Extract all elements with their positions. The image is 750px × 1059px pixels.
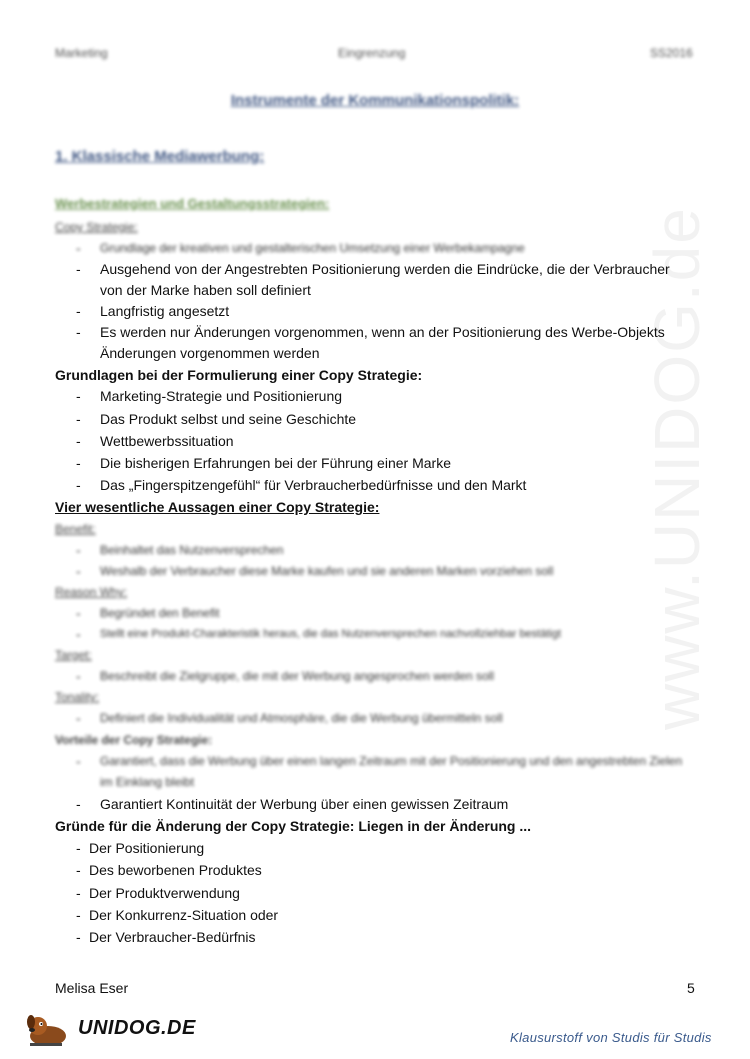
unidog-logo[interactable] <box>22 1014 196 1048</box>
section-heading: 1. Klassische Mediawerbung: <box>55 148 265 165</box>
dash: - <box>76 388 81 404</box>
list-item: Es werden nur Änderungen vorgenommen, wenn an der Positionierung des Werbe-Objekts Änderungen vorgenommen werden <box>100 324 665 361</box>
list-item: Grundlage der kreativen und gestalterischen Umsetzung einer Werbekampagne <box>100 241 525 255</box>
dash: - <box>76 433 81 449</box>
list-item: Der Konkurrenz-Situation oder <box>89 907 279 923</box>
dash: - <box>76 303 81 319</box>
tagline: Klausurstoff von Studis für Studis <box>510 1030 712 1045</box>
dash: - <box>76 626 81 642</box>
dash: - <box>76 907 81 923</box>
grundlagen-heading: Grundlagen bei der Formulierung einer Copy Strategie: <box>55 367 423 383</box>
footer-page-number: 5 <box>687 980 695 996</box>
dash: - <box>76 563 81 579</box>
benefit-label: Benefit: <box>55 522 96 536</box>
dash: - <box>76 605 81 621</box>
dash: - <box>76 411 81 427</box>
list-item: Der Produktverwendung <box>89 885 240 901</box>
dash: - <box>76 477 81 493</box>
dash: - <box>76 455 81 471</box>
reason-label: Reason Why: <box>55 585 128 599</box>
list-item: Marketing-Strategie und Positionierung <box>100 388 343 404</box>
list-item: Das Produkt selbst und seine Geschichte <box>100 411 357 427</box>
copy-strategy-label: Copy Strategie: <box>55 220 138 234</box>
list-item: Stellt eine Produkt-Charakteristik heraus, die das Nutzenversprechen nachvollziehbar bestätigt <box>100 628 562 640</box>
dash: - <box>76 929 81 945</box>
vier-heading: Vier wesentliche Aussagen einer Copy Strategie: <box>55 499 380 515</box>
dog-icon <box>22 1014 74 1048</box>
dash: - <box>76 542 81 558</box>
dash: - <box>76 261 81 277</box>
list-item: Weshalb der Verbraucher diese Marke kaufen und sie anderen Marken vorziehen soll <box>100 564 554 578</box>
list-item: Definiert die Individualität und Atmosphäre, die die Werbung übermitteln soll <box>100 711 503 725</box>
green-heading: Werbestrategien und Gestaltungsstrategien: <box>55 196 330 211</box>
list-item: Garantiert, dass die Werbung über einen langen Zeitraum mit der Positionierung und den angestrebten Zielen im Einklang bleibt <box>100 754 683 789</box>
list-item: Beschreibt die Zielgruppe, die mit der Werbung angesprochen werden soll <box>100 669 495 683</box>
dash: - <box>76 710 81 726</box>
dash: - <box>76 885 81 901</box>
footer-author: Melisa Eser <box>55 980 129 996</box>
list-item: Die bisherigen Erfahrungen bei der Führung einer Marke <box>100 455 451 471</box>
list-item: Der Verbraucher-Bedürfnis <box>89 929 256 945</box>
page-title: Instrumente der Kommunikationspolitik: <box>230 92 520 109</box>
gruende-heading: Gründe für die Änderung der Copy Strategie: Liegen in der Änderung ... <box>55 818 532 834</box>
header-left: Marketing <box>55 46 108 60</box>
list-item: Wettbewerbssituation <box>100 433 234 449</box>
dash: - <box>76 753 81 769</box>
list-item: Langfristig angesetzt <box>100 303 230 319</box>
list-item: Der Positionierung <box>89 840 205 856</box>
list-item: Begründet den Benefit <box>100 606 220 620</box>
logo-text: UNIDOG.DE <box>78 1017 196 1039</box>
dash: - <box>76 840 81 856</box>
tonality-label: Tonality: <box>55 690 100 704</box>
watermark: www.UNIDOG.de <box>641 206 713 730</box>
target-label: Target: <box>55 648 92 662</box>
dash: - <box>76 862 81 878</box>
header-right: SS2016 <box>650 46 693 60</box>
list-item: Ausgehend von der Angestrebten Positionierung werden die Eindrücke, die der Verbraucher von der Marke haben soll definiert <box>100 261 670 298</box>
dash: - <box>76 240 81 256</box>
list-item: Des beworbenen Produktes <box>89 862 262 878</box>
dash: - <box>76 668 81 684</box>
list-item: Beinhaltet das Nutzenversprechen <box>100 543 284 557</box>
dash: - <box>76 324 81 340</box>
header-center: Eingrenzung <box>338 46 406 60</box>
dash: - <box>76 796 81 812</box>
list-item: Das „Fingerspitzengefühl“ für Verbraucherbedürfnisse und den Markt <box>100 477 527 493</box>
vorteile-heading: Vorteile der Copy Strategie: <box>55 733 213 747</box>
list-item: Garantiert Kontinuität der Werbung über einen gewissen Zeitraum <box>100 796 509 812</box>
